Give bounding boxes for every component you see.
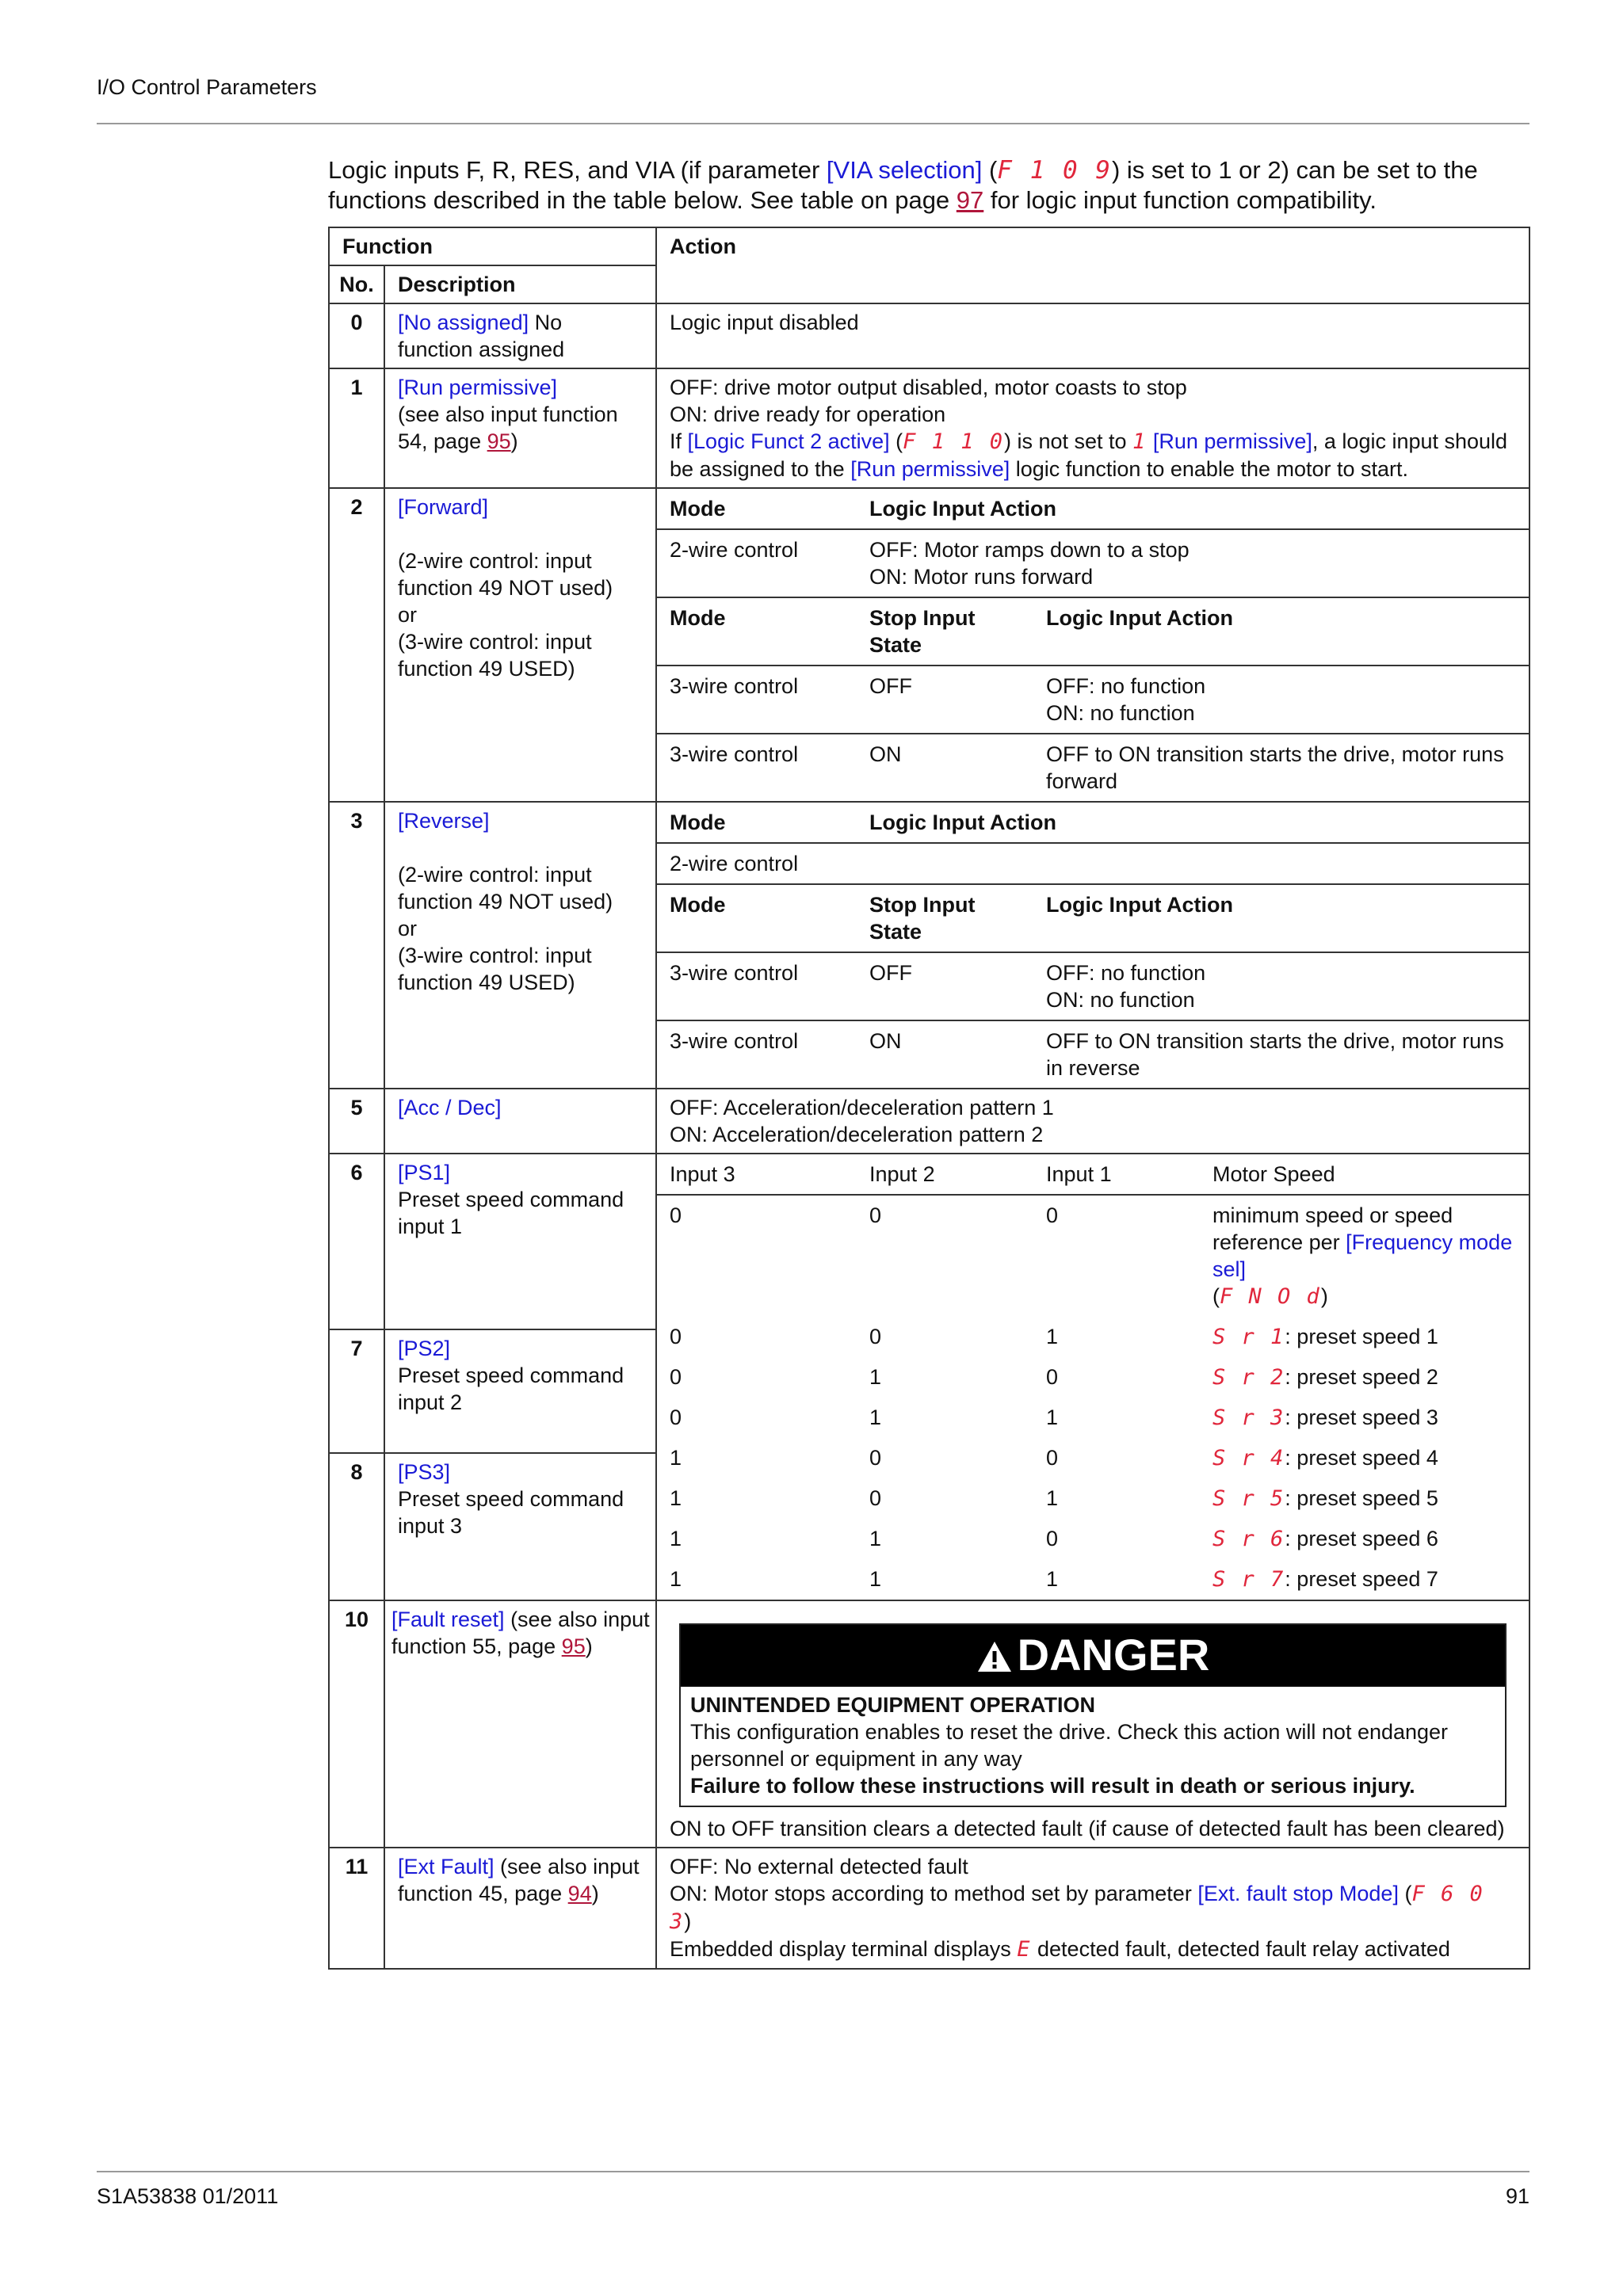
desc-text: (see also input function 45, page xyxy=(398,1855,640,1905)
col-mode: Mode xyxy=(657,803,857,843)
action-line: OFF: Acceleration/deceleration pattern 1 xyxy=(670,1096,1054,1119)
function-action xyxy=(656,1848,1529,1969)
col-input-1: Input 1 xyxy=(1033,1154,1200,1195)
input-2-value: 1 xyxy=(869,1365,882,1389)
table-row xyxy=(329,1600,1529,1848)
danger-title-text: DANGER xyxy=(1017,1630,1210,1680)
fnod-code: F N O d xyxy=(1220,1284,1321,1309)
input-2-value: 1 xyxy=(869,1405,882,1429)
function-number: 5 xyxy=(329,1089,384,1154)
mode-cell: 3-wire control xyxy=(657,666,857,734)
page-94-link[interactable]: 94 xyxy=(567,1882,592,1905)
input-1-value: 1 xyxy=(1046,1567,1059,1591)
action-text: detected fault, detected fault relay activated xyxy=(1031,1937,1450,1961)
input-3-value: 0 xyxy=(670,1365,682,1389)
table-row xyxy=(329,802,1529,1089)
warning-icon xyxy=(976,1640,1013,1673)
action-text: Embedded display terminal displays xyxy=(670,1937,1018,1961)
motor-speed-value xyxy=(1200,1438,1529,1478)
speed-row xyxy=(657,1195,1529,1317)
input-3-value: 0 xyxy=(670,1325,682,1348)
function-action xyxy=(656,488,1529,802)
col-logic-input-action: Logic Input Action xyxy=(857,489,1529,529)
intro-text: Logic inputs F, R, RES, and VIA (if parameter xyxy=(328,156,827,184)
col-motor-speed: Motor Speed xyxy=(1200,1154,1529,1195)
action-text: ON: Motor stops according to method set by parameter xyxy=(670,1882,1198,1905)
speed-text: ( xyxy=(1212,1284,1220,1308)
input-1-value: 1 xyxy=(1046,1405,1059,1429)
motor-speed-value xyxy=(1200,1559,1529,1600)
action-text: ( xyxy=(889,429,903,453)
ps1-link[interactable]: [PS1] xyxy=(398,1161,451,1184)
via-code: F 1 0 9 xyxy=(997,156,1112,185)
function-description xyxy=(384,1329,656,1453)
intro-paragraph xyxy=(328,155,1533,215)
action-line xyxy=(670,1880,1516,1936)
danger-box xyxy=(679,1623,1507,1807)
function-number: 10 xyxy=(329,1600,384,1848)
action-line: ON to OFF transition clears a detected fault (if cause of detected fault has been cleared) xyxy=(670,1817,1505,1840)
function-description xyxy=(384,1154,656,1329)
input-2-value: 0 xyxy=(869,1486,882,1510)
table-row xyxy=(329,1089,1529,1154)
function-number: 7 xyxy=(329,1329,384,1453)
sr-code: S r 4 xyxy=(1212,1446,1285,1470)
mode-cell: 3-wire control xyxy=(670,742,799,766)
page-95-link[interactable]: 95 xyxy=(561,1634,586,1658)
col-logic-input-action: Logic Input Action xyxy=(857,803,1529,843)
stop-state-cell: ON xyxy=(869,742,902,766)
input-2-value: 1 xyxy=(869,1527,882,1550)
input-2-value: 0 xyxy=(869,1325,882,1348)
table-row xyxy=(329,303,1529,368)
action-line: ON: Acceleration/deceleration pattern 2 xyxy=(670,1123,1044,1146)
col-logic-input-action: Logic Input Action xyxy=(1033,884,1529,952)
desc-text: No function assigned xyxy=(398,311,565,361)
speed-row xyxy=(657,1317,1529,1357)
action-line: OFF: no function xyxy=(1046,674,1206,698)
desc-text: or xyxy=(398,917,418,940)
header-description: Description xyxy=(384,265,656,303)
action-line: ON: no function xyxy=(1046,988,1195,1012)
header-rule xyxy=(97,123,1529,124)
reverse-link[interactable]: [Reverse] xyxy=(398,809,490,833)
function-action xyxy=(656,368,1529,488)
action-text: If xyxy=(670,429,688,453)
forward-link[interactable]: [Forward] xyxy=(398,495,489,519)
stop-state-cell: ON xyxy=(869,1029,902,1053)
danger-body xyxy=(681,1687,1505,1806)
mode-subtable xyxy=(657,489,1529,801)
input-3-value: 1 xyxy=(670,1567,682,1591)
function-number: 8 xyxy=(329,1453,384,1600)
function-description xyxy=(384,1848,656,1969)
mode-subtable xyxy=(657,803,1529,1088)
input-1-value: 0 xyxy=(1046,1527,1059,1550)
action-line: OFF to ON transition starts the drive, motor runs in reverse xyxy=(1046,1029,1504,1080)
speed-text: : preset speed 2 xyxy=(1285,1365,1438,1389)
speed-row xyxy=(657,1357,1529,1398)
speed-row xyxy=(657,1519,1529,1559)
sr-code: S r 7 xyxy=(1212,1567,1285,1592)
action-line xyxy=(670,428,1516,482)
table-row xyxy=(329,488,1529,802)
desc-text: or xyxy=(398,603,418,627)
desc-text: (3-wire control: input function 49 USED) xyxy=(398,630,592,681)
col-stop-input-state: Stop Input State xyxy=(857,597,1033,666)
speed-row xyxy=(657,1398,1529,1438)
stop-state-cell: OFF xyxy=(857,952,1033,1020)
via-selection-link[interactable]: [VIA selection] xyxy=(826,156,983,184)
sr-code: S r 6 xyxy=(1212,1527,1285,1551)
danger-heading: UNINTENDED EQUIPMENT OPERATION xyxy=(690,1693,1096,1717)
footer-rule xyxy=(97,2171,1529,2172)
header-no: No. xyxy=(329,265,384,303)
function-number: 2 xyxy=(329,488,384,802)
f110-code: F 1 1 0 xyxy=(903,429,1004,454)
mode-cell: 2-wire control xyxy=(657,843,1529,884)
table-row xyxy=(329,368,1529,488)
function-number: 1 xyxy=(329,368,384,488)
page-97-link[interactable]: 97 xyxy=(956,186,984,214)
preset-speed-subtable xyxy=(657,1154,1529,1600)
function-action xyxy=(656,1089,1529,1154)
sr-code: S r 3 xyxy=(1212,1405,1285,1430)
speed-text: ) xyxy=(1320,1284,1328,1308)
action-line: OFF to ON transition starts the drive, motor runs forward xyxy=(1046,742,1504,793)
action-line: ON: Motor runs forward xyxy=(869,565,1094,589)
table-row xyxy=(329,1848,1529,1969)
sr-code: S r 1 xyxy=(1212,1325,1285,1349)
input-1-value: 0 xyxy=(1046,1446,1059,1470)
speed-text: : preset speed 6 xyxy=(1285,1527,1438,1550)
function-description xyxy=(384,303,656,368)
danger-title xyxy=(681,1625,1505,1687)
function-number: 6 xyxy=(329,1154,384,1329)
input-1-value: 1 xyxy=(1046,1486,1059,1510)
motor-speed-value xyxy=(1200,1195,1529,1317)
desc-text: (3-wire control: input function 49 USED) xyxy=(398,944,592,994)
motor-speed-value xyxy=(1200,1317,1529,1357)
function-description xyxy=(384,368,656,488)
speed-row xyxy=(657,1478,1529,1519)
danger-text: This configuration enables to reset the drive. Check this action will not endanger personnel or equipment in any way xyxy=(690,1720,1449,1771)
function-action xyxy=(656,1154,1529,1600)
speed-text: : preset speed 4 xyxy=(1285,1446,1438,1470)
col-stop-input-state: Stop Input State xyxy=(857,884,1033,952)
function-action: Logic input disabled xyxy=(656,303,1529,368)
input-2-value: 0 xyxy=(869,1446,882,1470)
desc-text: Preset speed command input 1 xyxy=(398,1188,624,1238)
speed-row xyxy=(657,1438,1529,1478)
input-1-value: 1 xyxy=(1046,1325,1059,1348)
desc-text: (see also input function 54, page xyxy=(398,402,618,453)
function-number: 11 xyxy=(329,1848,384,1969)
page-95-link[interactable]: 95 xyxy=(487,429,511,453)
function-description xyxy=(384,1600,656,1848)
input-1-value: 0 xyxy=(1046,1365,1059,1389)
speed-row xyxy=(657,1559,1529,1600)
speed-text: : preset speed 1 xyxy=(1285,1325,1438,1348)
frequency-mode-sel-link[interactable]: [Frequency mode sel] xyxy=(1212,1230,1513,1281)
logic-funct-2-link[interactable]: [Logic Funct 2 active] xyxy=(687,429,890,453)
header-action: Action xyxy=(656,227,1529,303)
logic-input-function-table xyxy=(328,227,1530,1970)
fault-reset-link[interactable]: [Fault reset] xyxy=(391,1608,505,1631)
input-3-value: 0 xyxy=(670,1405,682,1429)
action-text: , a logic input should be assigned to the xyxy=(670,429,1508,481)
action-text: ) xyxy=(684,1909,692,1933)
action-line: OFF: Motor ramps down to a stop xyxy=(869,538,1190,562)
ext-fault-stop-mode-link[interactable]: [Ext. fault stop Mode] xyxy=(1197,1882,1399,1905)
input-1-value: 0 xyxy=(1046,1203,1059,1227)
input-2-value: 0 xyxy=(869,1203,882,1227)
ext-fault-link[interactable]: [Ext Fault] xyxy=(398,1855,495,1878)
input-3-value: 1 xyxy=(670,1446,682,1470)
header-function: Function xyxy=(329,227,656,265)
intro-text: for logic input function compatibility. xyxy=(983,186,1377,214)
function-number: 0 xyxy=(329,303,384,368)
function-description xyxy=(384,802,656,1089)
mode-cell: 2-wire control xyxy=(657,529,857,597)
input-3-value: 1 xyxy=(670,1486,682,1510)
input-3-value: 0 xyxy=(670,1203,682,1227)
action-line: OFF: No external detected fault xyxy=(670,1855,968,1878)
desc-text: (2-wire control: input function 49 NOT used) xyxy=(398,549,613,600)
speed-text: : preset speed 7 xyxy=(1285,1567,1438,1591)
no-assigned-link[interactable]: [No assigned] xyxy=(398,311,529,334)
action-text xyxy=(1147,429,1153,453)
action-line: OFF: no function xyxy=(1046,961,1206,985)
desc-text: Preset speed command input 2 xyxy=(398,1363,624,1414)
input-3-value: 1 xyxy=(670,1527,682,1550)
action-line: OFF: drive motor output disabled, motor coasts to stop xyxy=(670,376,1187,399)
motor-speed-value xyxy=(1200,1357,1529,1398)
col-logic-input-action: Logic Input Action xyxy=(1033,597,1529,666)
action-line: ON: no function xyxy=(1046,701,1195,725)
run-permissive-link[interactable]: [Run permissive] xyxy=(1152,429,1312,453)
desc-text: (2-wire control: input function 49 NOT used) xyxy=(398,863,613,913)
run-permissive-link[interactable]: [Run permissive] xyxy=(850,457,1010,481)
table-row xyxy=(329,1154,1529,1329)
motor-speed-value xyxy=(1200,1478,1529,1519)
action-line xyxy=(670,1936,1516,1963)
col-input-3: Input 3 xyxy=(657,1154,857,1195)
code-1: 1 xyxy=(1132,429,1148,454)
header-title: I/O Control Parameters xyxy=(97,75,317,99)
function-action xyxy=(656,1600,1529,1848)
danger-consequence: Failure to follow these instructions will result in death or serious injury. xyxy=(690,1774,1415,1798)
col-mode: Mode xyxy=(657,884,857,952)
stop-state-cell: OFF xyxy=(857,666,1033,734)
speed-text: : preset speed 3 xyxy=(1285,1405,1438,1429)
sr-code: S r 5 xyxy=(1212,1486,1285,1511)
page-number: 91 xyxy=(1505,2184,1529,2208)
speed-text: : preset speed 5 xyxy=(1285,1486,1438,1510)
motor-speed-value xyxy=(1200,1519,1529,1559)
action-text: ) is not set to xyxy=(1003,429,1133,453)
f603-code: F 6 0 3 xyxy=(670,1882,1484,1934)
function-number: 3 xyxy=(329,802,384,1089)
motor-speed-value xyxy=(1200,1398,1529,1438)
input-2-value: 1 xyxy=(869,1567,882,1591)
action-text: logic function to enable the motor to start. xyxy=(1010,457,1409,481)
desc-text: Preset speed command input 3 xyxy=(398,1487,624,1538)
footer-doc-id: S1A53838 01/2011 xyxy=(97,2184,279,2208)
intro-text: ) is set to 1 or 2) can be set to the functions described in the table below. See table on page xyxy=(328,156,1478,214)
function-description xyxy=(384,1453,656,1600)
ps3-link[interactable]: [PS3] xyxy=(398,1460,451,1484)
col-mode: Mode xyxy=(657,489,857,529)
desc-text: ) xyxy=(510,429,518,453)
mode-cell: 3-wire control xyxy=(670,1029,799,1053)
acc-dec-link[interactable]: [Acc / Dec] xyxy=(398,1096,502,1119)
desc-text: ) xyxy=(591,1882,599,1905)
function-description xyxy=(384,1089,656,1154)
desc-text: ) xyxy=(585,1634,593,1658)
intro-text: ( xyxy=(982,156,998,184)
col-mode: Mode xyxy=(657,597,857,666)
ps2-link[interactable]: [PS2] xyxy=(398,1337,451,1360)
mode-cell: 3-wire control xyxy=(657,952,857,1020)
action-text: ( xyxy=(1398,1882,1412,1905)
action-line: ON: drive ready for operation xyxy=(670,402,946,426)
function-action xyxy=(656,802,1529,1089)
desc-text: (see also input function 55, page xyxy=(391,1608,650,1658)
sr-code: S r 2 xyxy=(1212,1365,1285,1390)
run-permissive-link[interactable]: [Run permissive] xyxy=(398,376,558,399)
e-code: E xyxy=(1017,1937,1032,1962)
speed-text: minimum speed or speed reference per xyxy=(1212,1203,1453,1254)
function-description xyxy=(384,488,656,802)
col-input-2: Input 2 xyxy=(857,1154,1033,1195)
